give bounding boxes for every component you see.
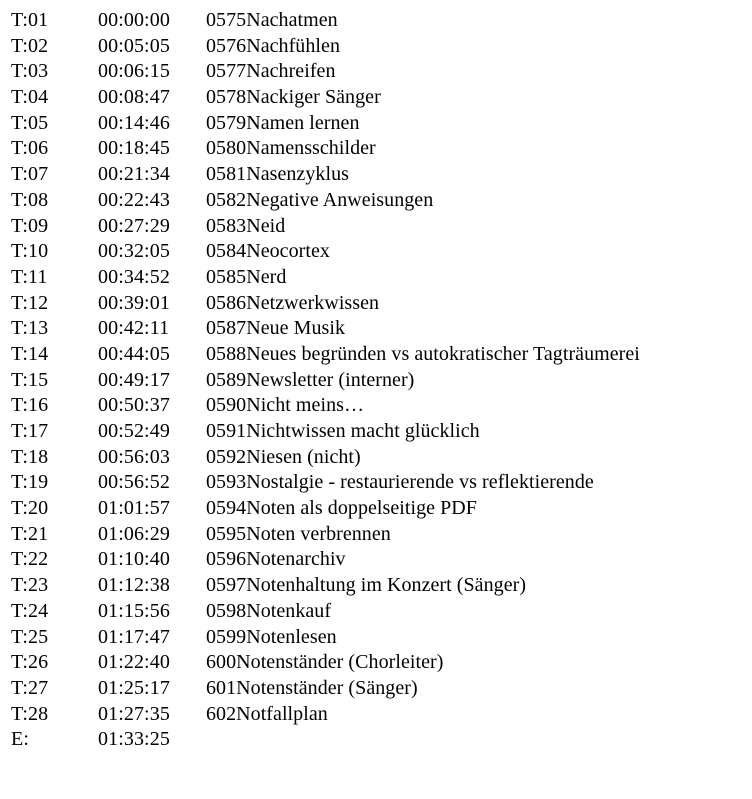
chapter-timestamp: 00:50:37: [98, 394, 170, 417]
chapter-number: 0576: [206, 34, 247, 57]
chapter-timestamp: 01:22:40: [98, 651, 170, 674]
chapter-number: 0584: [206, 240, 247, 263]
chapter-name: Niesen (nicht): [246, 445, 361, 468]
chapter-number: 0583: [206, 214, 247, 237]
chapter-name: Nasenzyklus: [246, 163, 349, 186]
chapter-row: [0, 85, 752, 111]
chapter-marker: T:24: [11, 599, 49, 622]
chapter-row: [0, 573, 752, 599]
chapter-title-cell: [206, 625, 752, 651]
chapter-timestamp: 00:14:46: [98, 111, 170, 134]
chapter-title-cell: [206, 214, 752, 240]
chapter-marker: T:12: [11, 291, 49, 314]
chapter-marker: T:26: [11, 651, 49, 674]
chapter-title-cell: [206, 599, 752, 625]
chapter-number: 0581: [206, 163, 247, 186]
chapter-number: 0594: [206, 497, 247, 520]
chapter-timestamp: 01:25:17: [98, 676, 170, 699]
chapter-timestamp: 00:18:45: [98, 137, 170, 160]
chapter-number: 0592: [206, 445, 247, 468]
chapter-number: 0598: [206, 599, 247, 622]
chapter-row: [0, 393, 752, 419]
chapter-row: [0, 136, 752, 162]
chapter-number: 0577: [206, 60, 247, 83]
chapter-marker: T:07: [11, 163, 49, 186]
chapter-title-cell: [206, 676, 752, 702]
chapter-name: Nachatmen: [246, 9, 338, 31]
chapter-number: 0575: [206, 9, 247, 31]
chapter-row: [0, 111, 752, 137]
chapter-title-cell: [206, 702, 752, 728]
chapter-marker: T:03: [11, 60, 49, 83]
chapter-name: Notenarchiv: [246, 548, 346, 571]
chapter-timestamp: 00:49:17: [98, 368, 170, 391]
chapter-row: [0, 342, 752, 368]
chapter-timestamp: 01:33:25: [98, 728, 170, 751]
chapter-number: 0599: [206, 625, 247, 648]
chapter-number: 600: [206, 651, 237, 674]
chapter-title-cell: [206, 34, 752, 60]
chapter-name: Neue Musik: [246, 317, 346, 340]
chapter-timestamp: 00:00:00: [98, 9, 170, 31]
chapter-name: Nichtwissen macht glücklich: [246, 420, 480, 442]
chapter-row: [0, 445, 752, 471]
chapter-marker: T:17: [11, 420, 49, 442]
chapter-name: Nachfühlen: [246, 34, 340, 57]
chapter-row: [0, 368, 752, 394]
chapter-title-cell: [206, 547, 752, 573]
chapter-row: [0, 34, 752, 60]
chapter-name: Notenständer (Chorleiter): [236, 651, 444, 674]
chapter-number: 0578: [206, 86, 247, 109]
chapter-name: Newsletter (interner): [246, 368, 415, 391]
chapter-number: 0590: [206, 394, 247, 417]
chapter-row: [0, 316, 752, 342]
chapter-number: 0591: [206, 420, 247, 442]
chapter-name: Negative Anweisungen: [246, 188, 434, 211]
chapter-number: 602: [206, 702, 237, 725]
chapter-title-cell: [206, 8, 752, 34]
chapter-row: [0, 625, 752, 651]
chapter-marker: T:09: [11, 214, 49, 237]
chapter-title-cell: [206, 573, 752, 599]
chapter-marker: T:13: [11, 317, 49, 340]
chapter-title-cell: [206, 522, 752, 548]
chapter-title-cell: [206, 496, 752, 522]
chapter-number: 601: [206, 676, 237, 699]
chapter-timestamp: 00:56:52: [98, 471, 170, 494]
chapter-marker: T:18: [11, 445, 49, 468]
chapter-marker: T:22: [11, 548, 49, 571]
chapter-name: Notenhaltung im Konzert (Sänger): [246, 574, 527, 597]
chapter-timestamp: 00:32:05: [98, 240, 170, 263]
chapter-number: 0587: [206, 317, 247, 340]
chapter-row: [0, 239, 752, 265]
chapter-timestamp: 01:01:57: [98, 497, 170, 520]
chapter-row: [0, 188, 752, 214]
chapter-row: [0, 291, 752, 317]
chapter-marker: T:28: [11, 702, 49, 725]
chapter-title-cell: [206, 445, 752, 471]
chapter-name: Nicht meins…: [246, 394, 365, 417]
chapter-title-cell: [206, 136, 752, 162]
chapter-name: Nostalgie - restaurierende vs reflektierende: [246, 471, 594, 494]
chapter-timestamp: 00:08:47: [98, 86, 170, 109]
chapter-timestamp: 01:17:47: [98, 625, 170, 648]
chapter-row: [0, 676, 752, 702]
chapter-marker: T:10: [11, 240, 49, 263]
chapter-name: Noten als doppelseitige PDF: [246, 497, 477, 520]
chapter-number: 0589: [206, 368, 247, 391]
chapter-row: [0, 702, 752, 728]
chapter-marker: T:08: [11, 188, 49, 211]
chapter-row: [0, 496, 752, 522]
chapter-name: Nackiger Sänger: [246, 86, 381, 109]
chapter-name: Namen lernen: [246, 111, 360, 134]
chapter-timestamp: 00:22:43: [98, 188, 170, 211]
chapter-title-cell: [206, 188, 752, 214]
chapter-marker: T:02: [11, 34, 49, 57]
chapter-marker: T:16: [11, 394, 49, 417]
chapter-row: [0, 547, 752, 573]
chapter-timestamp: 00:34:52: [98, 265, 170, 288]
chapter-row: [0, 419, 752, 445]
chapter-name: Notenlesen: [246, 625, 337, 648]
chapter-number: 0595: [206, 522, 247, 545]
chapter-marker: T:01: [11, 9, 49, 31]
chapter-title-cell: [206, 239, 752, 265]
chapter-number: 0580: [206, 137, 247, 160]
chapter-row: [0, 59, 752, 85]
chapter-timestamp: 01:06:29: [98, 522, 170, 545]
chapter-title-cell: [206, 59, 752, 85]
chapter-marker: T:19: [11, 471, 49, 494]
chapter-title-cell: [206, 342, 752, 368]
chapter-name: Neocortex: [246, 240, 330, 263]
chapter-number: 0596: [206, 548, 247, 571]
chapter-marker: T:04: [11, 86, 49, 109]
chapter-marker: T:27: [11, 676, 49, 699]
chapter-timestamp: 00:39:01: [98, 291, 170, 314]
chapter-timestamp: 01:27:35: [98, 702, 170, 725]
chapter-timestamp: 00:06:15: [98, 60, 170, 83]
chapter-title-cell: [206, 291, 752, 317]
chapter-title-cell: [206, 470, 752, 496]
chapter-name: Notenkauf: [246, 599, 332, 622]
chapter-list: [0, 8, 752, 753]
chapter-row: [0, 162, 752, 188]
chapter-row: [0, 8, 752, 34]
chapter-title-cell: [206, 650, 752, 676]
chapter-number: 0593: [206, 471, 247, 494]
chapter-timestamp: 00:21:34: [98, 163, 170, 186]
chapter-number: 0588: [206, 342, 247, 365]
chapter-name: Nerd: [246, 265, 287, 288]
chapter-row: [0, 599, 752, 625]
chapter-title-cell: [206, 85, 752, 111]
chapter-number: 0582: [206, 188, 247, 211]
chapter-title-cell: [206, 393, 752, 419]
chapter-title-cell: [206, 265, 752, 291]
chapter-title-cell: [206, 419, 752, 445]
chapter-timestamp: 00:42:11: [98, 317, 170, 340]
chapter-marker: E:: [11, 728, 29, 751]
chapter-name: Notfallplan: [236, 702, 328, 725]
chapter-marker: T:05: [11, 111, 49, 134]
chapter-timestamp: 01:15:56: [98, 599, 170, 622]
chapter-timestamp: 00:52:49: [98, 420, 170, 442]
chapter-number: 0597: [206, 574, 247, 597]
chapter-marker: T:20: [11, 497, 49, 520]
chapter-name: Namensschilder: [246, 137, 376, 160]
chapter-number: 0585: [206, 265, 247, 288]
chapter-name: Notenständer (Sänger): [236, 676, 418, 699]
chapter-row: [0, 470, 752, 496]
chapter-title-cell: [206, 162, 752, 188]
chapter-timestamp: 00:44:05: [98, 342, 170, 365]
chapter-name: Netzwerkwissen: [246, 291, 380, 314]
chapter-name: Noten verbrennen: [246, 522, 391, 545]
chapter-timestamp: 00:05:05: [98, 34, 170, 57]
chapter-number: 0586: [206, 291, 247, 314]
chapter-title-cell: [206, 727, 752, 753]
chapter-title-cell: [206, 368, 752, 394]
chapter-marker: T:23: [11, 574, 49, 597]
chapter-timestamp: 01:12:38: [98, 574, 170, 597]
chapter-timestamp: 00:27:29: [98, 214, 170, 237]
chapter-name: Neues begründen vs autokratischer Tagträumerei: [246, 342, 640, 365]
chapter-title-cell: [206, 316, 752, 342]
chapter-row: [0, 522, 752, 548]
chapter-marker: T:21: [11, 522, 49, 545]
chapter-row: [0, 214, 752, 240]
chapter-marker: T:11: [11, 265, 48, 288]
chapter-name: Neid: [246, 214, 286, 237]
chapter-row: [0, 265, 752, 291]
chapter-row: [0, 727, 752, 753]
chapter-title-cell: [206, 111, 752, 137]
chapter-marker: T:06: [11, 137, 49, 160]
chapter-marker: T:14: [11, 342, 49, 365]
chapter-name: Nachreifen: [246, 60, 336, 83]
chapter-timestamp: 00:56:03: [98, 445, 170, 468]
chapter-marker: T:25: [11, 625, 49, 648]
chapter-marker: T:15: [11, 368, 49, 391]
chapter-timestamp: 01:10:40: [98, 548, 170, 571]
chapter-number: 0579: [206, 111, 247, 134]
chapter-row: [0, 650, 752, 676]
